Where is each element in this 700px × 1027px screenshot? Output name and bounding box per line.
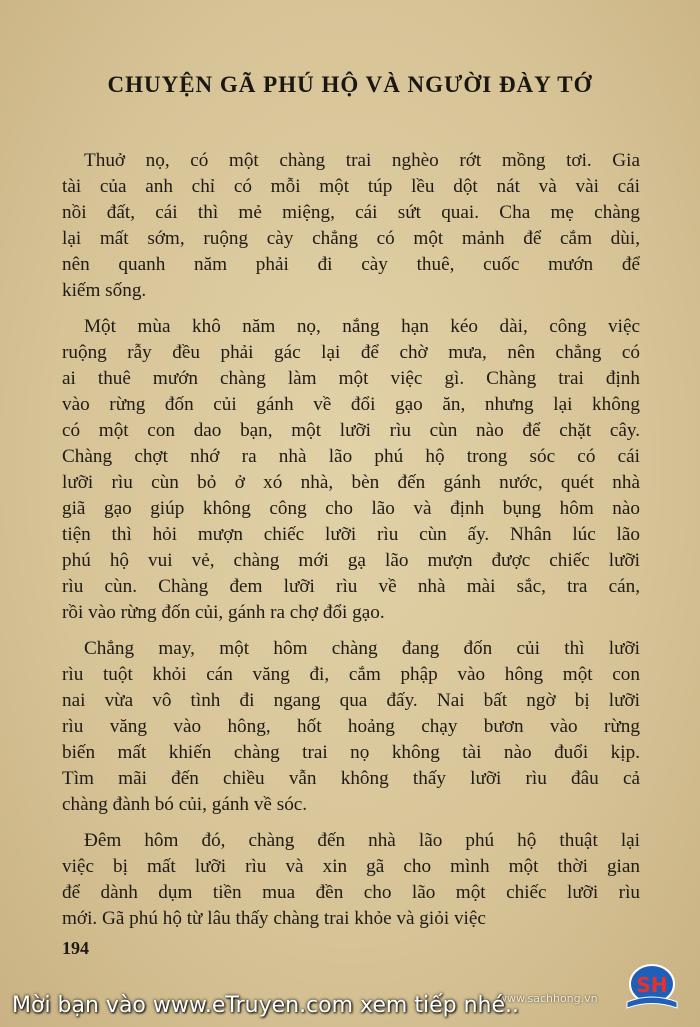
text-line: vào rừng đốn củi gánh về đổi gạo ăn, nhưng lại không [62,394,640,415]
text-line: rìu văng vào hông, hốt hoảng chạy bươn vào rừng [62,716,640,737]
text-line: phú hộ vui vẻ, chàng mới gạ lão mượn được chiếc lưỡi [62,550,640,571]
text-line: Chàng chợt nhớ ra nhà lão phú hộ trong sóc có cái [62,446,640,467]
page-number: 194 [62,938,89,958]
text-line: lại mất sớm, ruộng cày chẳng có một mảnh để cắm dùi, [62,228,640,249]
paragraph [62,314,640,626]
text-line: Thuở nọ, có một chàng trai nghèo rớt mồng tơi. Gia [84,150,640,171]
logo-text: SH [636,973,668,997]
text-line: chàng đành bó củi, gánh về sóc. [62,794,308,815]
text-line: rồi vào rừng đốn củi, gánh ra chợ đổi gạo. [62,602,385,623]
text-line: tài của anh chỉ có mỗi một túp lều dột nát và vài cái [62,176,640,197]
text-line: nồi đất, cái thì mẻ miệng, cái sứt quai. Cha mẹ chàng [62,202,640,223]
text-line: mới. Gã phú hộ từ lâu thấy chàng trai khỏe và giỏi việc [62,908,486,929]
story-title: CHUYỆN GÃ PHÚ HỘ VÀ NGƯỜI ĐÀY TỚ [107,72,593,97]
text-line: lưỡi rìu cùn bỏ ở xó nhà, bèn đến gánh nước, quét nhà [62,472,640,493]
text-line: rìu tuột khỏi cán văng đi, cắm phập vào hông một con [62,664,640,685]
story-body [62,148,640,942]
text-line: ruộng rẫy đều phải gác lại để chờ mưa, nên chẳng có [62,342,640,363]
text-line: nai vừa vô tình đi ngang qua đấy. Nai bất ngờ bị lưỡi [62,690,640,711]
text-line: việc bị mất lưỡi rìu và xin gã cho mình một thời gian [62,856,640,877]
text-line: ai thuê mướn chàng làm một việc gì. Chàng trai định [62,368,640,389]
text-line: kiếm sống. [62,280,147,301]
text-line: tiện thì hỏi mượn chiếc lưỡi rìu cùn ấy. Nhân lúc lão [62,524,640,545]
text-line: rìu cùn. Chàng đem lưỡi rìu về nhà mài sắc, tra cán, [62,576,640,597]
text-line: giã gạo giúp không công cho lão và định bụng hôm nào [62,498,640,519]
text-line: Một mùa khô năm nọ, nắng hạn kéo dài, công việc [84,316,640,337]
text-line: có một con dao bạn, một lưỡi rìu cùn nào để chặt cây. [62,420,640,441]
paragraph [62,636,640,818]
text-line: Tìm mãi đến chiều vẫn không thấy lưỡi rìu đâu cả [62,768,640,789]
site-url[interactable]: www.sachhong.vn [498,992,598,1005]
text-line: để dành dụm tiền mua đền cho lão một chiếc lưỡi rìu [62,882,640,903]
text-line: Đêm hôm đó, chàng đến nhà lão phú hộ thuật lại [84,830,640,851]
paragraph [62,148,640,304]
text-line: Chẳng may, một hôm chàng đang đốn củi thì lưỡi [84,638,640,659]
sachhong-logo-icon [621,962,683,1012]
text-line: biến mất khiến chàng trai nọ không tài nào đuổi kịp. [62,742,640,763]
paragraph [62,828,640,932]
text-line: nên quanh năm phải đi cày thuê, cuốc mướn để [62,254,640,275]
etruyen-link[interactable]: Mời bạn vào www.eTruyen.com xem tiếp nhé.. [12,993,519,1018]
